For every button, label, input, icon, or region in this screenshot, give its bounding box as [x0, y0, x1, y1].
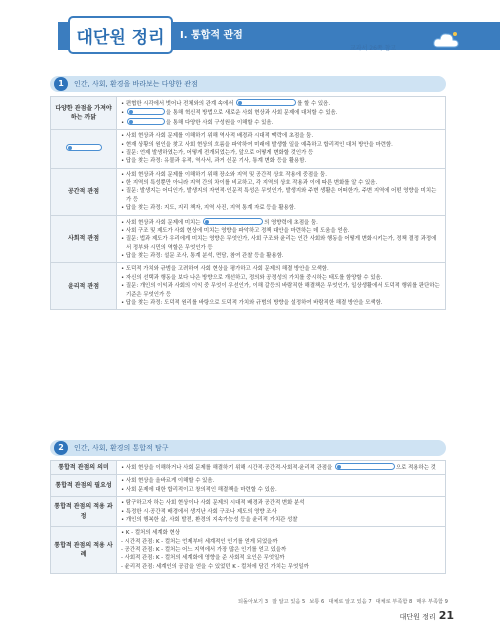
page-number: 21	[438, 609, 454, 622]
section-number: 2	[54, 441, 68, 455]
table-row	[51, 215, 446, 263]
content-line	[121, 499, 441, 507]
line-text: 자신의 선택과 행동을 보다 나은 방향으로 개선하고, 정의와 공정성의 가치를 중시하는 태도를 함양할 수 있음.	[125, 274, 383, 281]
content-line	[121, 252, 441, 260]
content-line	[121, 486, 441, 494]
row-content	[117, 497, 446, 527]
page-footer	[400, 609, 454, 622]
blank-marker-icon	[337, 465, 341, 469]
self-check-legend	[238, 598, 452, 605]
table-row	[51, 527, 446, 574]
content-line	[121, 118, 441, 127]
content-line	[121, 546, 441, 554]
row-content	[117, 527, 446, 574]
table-row	[51, 97, 446, 130]
content-line	[121, 227, 441, 235]
content-line	[121, 149, 441, 157]
line-text: K - 컬처의 세계화 현상	[125, 530, 180, 537]
row-content	[117, 461, 446, 475]
line-text: 답을 찾는 과정: 유물과 유적, 역사서, 과거 신문 기사, 통계 변화 등을 활용함.	[125, 158, 307, 165]
section-number: 1	[54, 77, 68, 91]
content-line	[121, 529, 441, 537]
page-header	[0, 0, 500, 86]
line-text: 을 통해 혁신적 방법으로 새로운 사회 현상과 사회 문제에 대처할 수 있음.	[165, 110, 338, 117]
line-text: 질문: 개인의 이익과 사회의 이익 중 무엇이 우선인가, 이해 갈등의 바람직한 해결책은 무엇인가, 일상생활에서 도덕적 행위를 판단하는 기준은 무엇인가 등	[125, 283, 440, 298]
content-line	[121, 265, 441, 273]
table-row	[51, 130, 446, 169]
line-text: 편협한 시각에서 벗어나 전체와의 관계 속에서	[125, 101, 236, 107]
line-text: 사회 문제에 대한 합리적이고 창의적인 해결책을 마련할 수 있음.	[125, 486, 277, 493]
answer-blank[interactable]	[127, 108, 165, 115]
textbook-reference: 교과서 26쪽 참고	[350, 45, 397, 52]
row-content	[117, 263, 446, 310]
line-text: - 시간적 관점: K - 컬처는 언제부터 세계적인 인기를 얻게 되었을까	[121, 538, 278, 545]
section-title: 인간, 사회, 환경의 통합적 탐구	[74, 444, 169, 452]
content-line	[121, 204, 441, 212]
line-text: 으로 적용하는 것	[395, 465, 436, 471]
legend-item: 보통 6	[309, 599, 325, 605]
line-text: 탐구하고자 하는 사회 현상이나 사회 문제의 시대적 배경과 공간적 변화 분석	[125, 500, 305, 507]
table-row	[51, 461, 446, 475]
content-line	[121, 563, 441, 571]
content-line	[121, 171, 441, 179]
line-text: - 공간적 관점: K - 컬처는 어느 지역에서 가장 많은 인기를 얻고 있을까	[121, 547, 287, 553]
blank-marker-icon	[205, 220, 209, 224]
table-row	[51, 475, 446, 497]
content-line	[121, 274, 441, 282]
content-line	[121, 99, 441, 108]
footer-label: 대단원 정리	[399, 613, 436, 621]
content-line	[121, 282, 441, 299]
blank-marker-icon	[129, 120, 133, 124]
section-title: 인간, 사회, 환경을 바라보는 다양한 관점	[74, 80, 198, 88]
content-line	[121, 508, 441, 516]
section-2-header	[50, 440, 446, 456]
line-text: - 윤리적 관점: 세계인의 공감을 얻을 수 있었던 K - 컬처에 담긴 가치는 무엇일까	[121, 563, 309, 570]
section-2-table	[50, 460, 446, 574]
line-text: 답을 찾는 과정: 설문 조사, 통계 분석, 면담, 참여 관찰 등을 활용함.	[125, 253, 284, 259]
line-text: 답을 찾는 과정: 도덕적 원리를 바탕으로 도덕적 가치와 규범의 방향을 설정하여 바람직한 해결 방안을 모색함.	[125, 299, 383, 306]
line-text: 현재 상황의 원인을 찾고 사회 현상의 흐름을 파악하여 미래에 발생할 일을 예측하고 합리적인 대처 방안을 마련함.	[125, 141, 393, 148]
table-row	[51, 497, 446, 527]
content-line	[121, 187, 441, 204]
content-line	[121, 157, 441, 165]
legend-item: 대체로 알고 있음 7	[328, 599, 372, 605]
line-text: 질문: 발생지는 어디인가, 발생지의 자연적·인문적 특성은 무엇인가, 발생지와 주변 생활은 어떠한가, 주변 지역에 어떤 영향을 미치는가 등	[125, 188, 437, 203]
content-line	[121, 235, 441, 252]
line-text: 의 영향력에 초점을 둠.	[264, 219, 318, 226]
line-text: 한 지역의 특성뿐만 아니라 지역 간의 차이를 비교하고, 각 지역의 상호 작용과 이에 따른 변화를 알 수 있음.	[125, 180, 378, 186]
line-text: 를 할 수 있음.	[297, 101, 331, 107]
table-row	[51, 263, 446, 310]
row-label	[51, 130, 117, 169]
row-label: 통합적 관점의 적용 과정	[51, 497, 117, 527]
content-line	[121, 132, 441, 140]
row-label: 통합적 관점의 필요성	[51, 475, 117, 497]
row-content	[117, 215, 446, 263]
line-text: 사회 현상을 올바르게 이해할 수 있음.	[125, 478, 215, 485]
row-label: 윤리적 관점	[51, 263, 117, 310]
line-text: 사회 현상을 이해하거나 사회 문제를 해결하기 위해 시간적·공간적·사회적·윤리적 관점을	[125, 465, 334, 471]
line-text: 도덕적 가치와 규범을 고려하여 사회 현상을 평가하고 사회 문제의 해결 방안을 모색함.	[125, 266, 329, 273]
unit-title: 대단원 정리	[68, 16, 173, 54]
answer-blank[interactable]	[127, 118, 165, 125]
line-text: - 사회적 관점: K - 컬처의 세계화에 영향을 준 사회적 요인은 무엇일까	[121, 555, 285, 562]
row-label: 다양한 관점을 가져야 하는 까닭	[51, 97, 117, 130]
blank-marker-icon	[68, 146, 72, 150]
content-line	[121, 554, 441, 562]
line-text: 특정한 시·공간적 배경에서 생겨난 사회 구조나 제도의 영향 조사	[125, 508, 277, 515]
line-text: 사회 현상과 사회 문제를 이해하기 위해 역사적 배경과 시대적 맥락에 초점을 둠.	[125, 133, 314, 140]
answer-blank[interactable]	[66, 144, 102, 151]
content-line	[121, 299, 441, 307]
content-line	[121, 218, 441, 227]
content-line	[121, 141, 441, 149]
legend-item: 잘 알고 있음 5	[272, 599, 306, 605]
line-text: 을 통해 다양한 사회 구성원을 이해할 수 있음.	[165, 119, 274, 126]
row-content	[117, 97, 446, 130]
line-text: 질문: 언제 발생하였는가, 어떻게 전개되었는가, 앞으로 어떻게 변화할 것인가 등	[125, 149, 314, 156]
content-line	[121, 477, 441, 485]
legend-item: 대체로 부족함 8	[375, 599, 413, 605]
answer-blank[interactable]	[335, 463, 395, 470]
section-1-table	[50, 96, 446, 310]
line-text: 사회 현상과 사회 문제를 이해하기 위해 장소와 지역 및 공간적 상호 작용에 중점을 둠.	[125, 171, 327, 178]
content-line	[121, 108, 441, 117]
line-text: 개인의 행복한 삶, 사회 발전, 환경의 지속가능성 등을 윤리적 가치관 성찰	[125, 516, 298, 523]
blank-marker-icon	[238, 101, 242, 105]
blank-marker-icon	[129, 110, 133, 114]
row-content	[117, 475, 446, 497]
row-label: 공간적 관점	[51, 168, 117, 215]
line-text: 사회 현상과 사회 문제에 미치는	[125, 219, 203, 226]
line-text: 질문: 법과 제도가 우리에게 미치는 영향은 무엇인가, 사회 구조와 윤리는 인간 사회와 행동을 어떻게 변화시키는가, 정책 결정 과정에서 정부와 시민의 역할은 무엇인가 등	[125, 236, 437, 251]
content-line	[121, 179, 441, 187]
answer-blank[interactable]	[203, 218, 263, 225]
legend-item: 매우 부족함 9	[416, 599, 448, 605]
section-1-header	[50, 76, 446, 92]
table-row	[51, 168, 446, 215]
row-content	[117, 168, 446, 215]
cloud-icon	[432, 30, 460, 50]
content-line	[121, 463, 441, 472]
row-label: 통합적 관점의 적용 사례	[51, 527, 117, 574]
line-text: 사회 구조 및 제도가 사회 현상에 미치는 영향을 파악하고 정책 대안을 마련하는 데 도움을 얻음.	[125, 227, 350, 234]
content-line	[121, 538, 441, 546]
row-label: 통합적 관점의 의미	[51, 461, 117, 475]
content-line	[121, 516, 441, 524]
unit-subtitle: I. 통합적 관점	[180, 30, 243, 41]
answer-blank[interactable]	[236, 99, 296, 106]
row-content	[117, 130, 446, 169]
legend-item: 되돌아보기 3	[238, 599, 269, 605]
line-text: 답을 찾는 과정: 지도, 지리 책자, 지역 사진, 지역 통계 자료 등을 활용함.	[125, 205, 296, 212]
row-label: 사회적 관점	[51, 215, 117, 263]
